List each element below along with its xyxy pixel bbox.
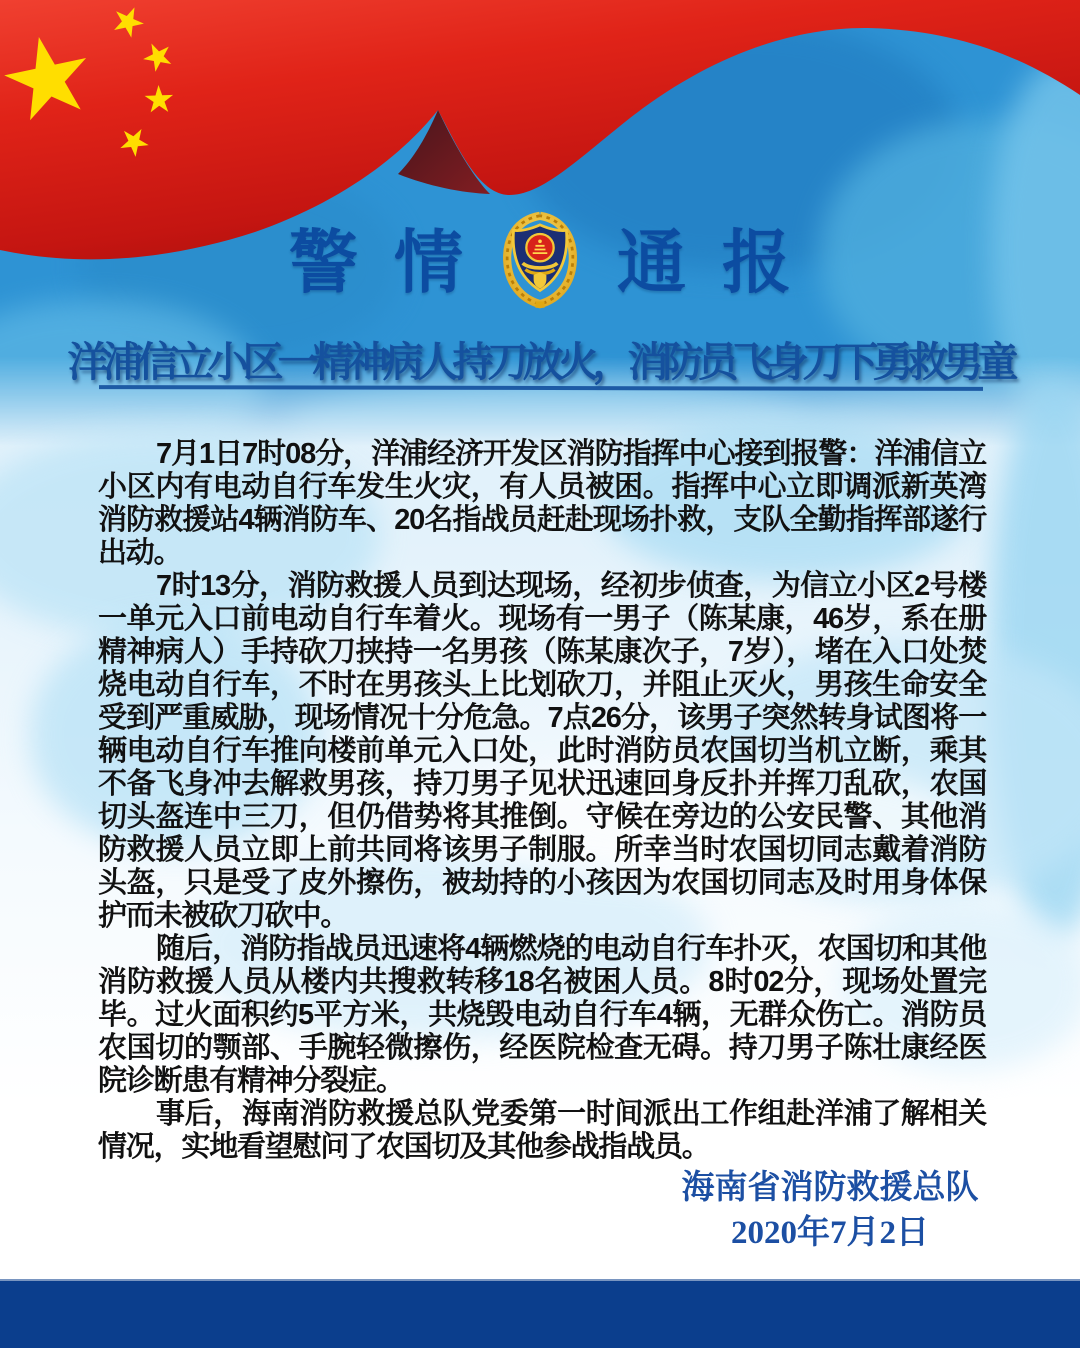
body-text — [98, 438, 986, 1164]
paragraph: 随后，消防指战员迅速将4辆燃烧的电动自行车扑灭，农国切和其他消防救援人员从楼内共搜救转移18名被困人员。8时02分，现场处置完毕。过火面积约5平方米，共烧毁电动自行车4辆，无群众伤亡。消防员农国切的颚部、手腕轻微擦伤，经医院检查无碍。持刀男子陈壮康经医院诊断患有精神分裂症。 — [98, 933, 986, 1097]
title-char: 通 — [617, 224, 686, 301]
paragraph: 7时13分，消防救援人员到达现场，经初步侦查，为信立小区2号楼一单元入口前电动自行车着火。现场有一男子（陈某康，46岁，系在册精神病人）手持砍刀挟持一名男孩（陈某康次子，7岁），堵在入口处焚烧电动自行车，不时在男孩头上比划砍刀，并阻止灭火，男孩生命安全受到严重威胁，现场情况十分危急。7点26分，该男子突然转身试图将一辆电动自行车推向楼前单元入口处，此时消防员农国切当机立断，乘其不备飞身冲去解救男孩，持刀男子见状迅速回身反扑并挥刀乱砍，农国切头盔连中三刀，但仍借势将其推倒。守候在旁边的公安民警、其他消防救援人员立即上前共同将该男子制服。所幸当时农国切同志戴着消防头盔，只是受了皮外擦伤，被劫持的小孩因为农国切同志及时用身体保护而未被砍刀砍中。 — [98, 570, 986, 932]
signature-org: 海南省消防救援总队 — [681, 1170, 979, 1206]
title-char: 报 — [722, 224, 791, 301]
emblem-national-disc — [526, 234, 553, 261]
title-char: 警 — [289, 224, 358, 301]
footer-bar — [0, 1279, 1080, 1348]
paragraph: 事后，海南消防救援总队党委第一时间派出工作组赴洋浦了解相关情况，实地看望慰问了农国切及其他参战指战员。 — [98, 1098, 986, 1163]
signature-date: 2020年7月2日 — [731, 1215, 929, 1251]
emblem-knot — [535, 301, 544, 307]
poster-title — [0, 216, 1080, 309]
headline: 洋浦信立小区一精神病人持刀放火，消防员飞身刀下勇救男童 — [67, 339, 1013, 385]
emblem-star-dot — [538, 239, 542, 243]
title-char: 情 — [394, 224, 463, 301]
signature-block — [610, 1166, 1050, 1256]
fire-rescue-emblem-icon — [499, 210, 581, 309]
paragraph: 7月1日7时08分，洋浦经济开发区消防指挥中心接到报警：洋浦信立小区内有电动自行车发生火灾，有人员被困。指挥中心立即调派新英湾消防救援站4辆消防车、20名指战员赶赴现场扑救，支队全勤指挥部遂行出动。 — [98, 438, 986, 569]
